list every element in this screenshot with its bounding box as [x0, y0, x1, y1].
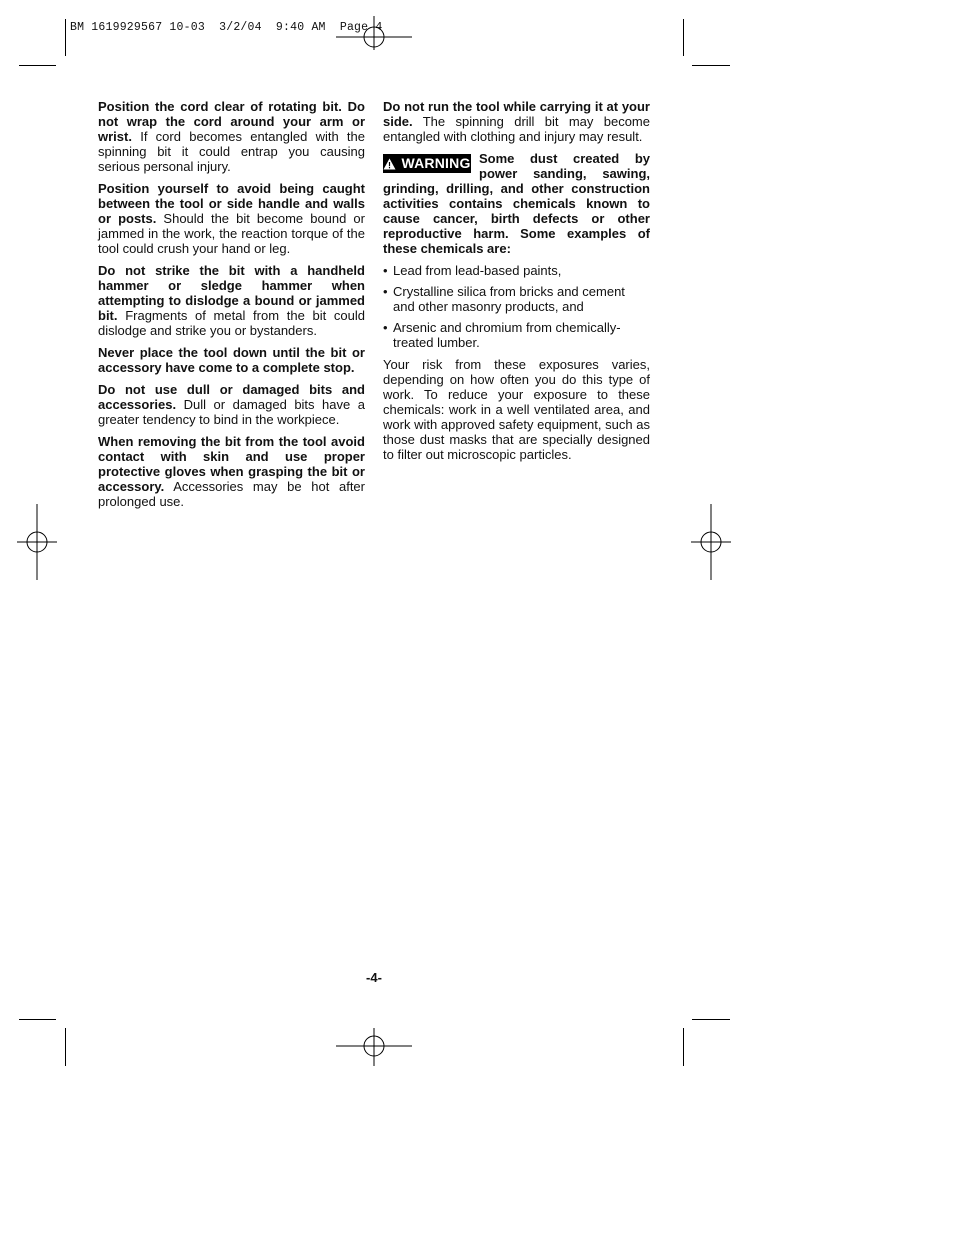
- exposure-note: Your risk from these exposures varies, depending on how often you do this type of work. To reduce your exposure to these chemicals: work in a well ventilated area, and work with approved safety equipment, such as those dust masks that are specially designed to filter out microscopic particles.: [383, 357, 650, 462]
- safety-rule-stop: Never place the tool down until the bit or accessory have come to a complete stop.: [98, 345, 365, 375]
- list-item: • Lead from lead-based paints,: [383, 263, 562, 278]
- crop-mark-icon: [19, 1019, 56, 1020]
- left-column: [98, 99, 365, 516]
- registration-mark-icon: [336, 8, 412, 50]
- safety-rule-hammer: Do not strike the bit with a handheld hammer or sledge hammer when attempting to dislodge a bound or jammed bit. Fragments of metal from the bit could dislodge and strike you or bystanders.: [98, 263, 365, 338]
- crop-mark-icon: [692, 65, 730, 66]
- safety-rule-dull-bits: Do not use dull or damaged bits and accessories. Dull or damaged bits have a greater tendency to bind in the workpiece.: [98, 382, 365, 427]
- registration-mark-icon: [691, 504, 731, 580]
- crop-mark-icon: [65, 19, 66, 56]
- warning-badge: [383, 154, 471, 173]
- safety-rule-position: Position yourself to avoid being caught between the tool or side handle and walls or posts. Should the bit become bound or jammed in the work, the reaction torque of the tool could crush your hand or leg.: [98, 181, 365, 256]
- list-item: • Arsenic and chromium from chemically-treated lumber.: [383, 320, 621, 350]
- crop-mark-icon: [683, 19, 684, 56]
- warning-block: [383, 151, 650, 256]
- registration-mark-icon: [336, 1028, 412, 1068]
- page-number: -4-: [366, 970, 382, 985]
- safety-rule-removing-bit: When removing the bit from the tool avoid contact with skin and use proper protective gloves when grasping the bit or accessory. Accessories may be hot after prolonged use.: [98, 434, 365, 509]
- warning-text: Some dust created by power sanding, sawing, grinding, drilling, and other construction activities contains chemicals known to cause cancer, birth defects or other reproductive harm. Some examples of these chemicals are:: [383, 151, 650, 256]
- right-column: [383, 99, 650, 469]
- registration-mark-icon: [17, 504, 57, 580]
- warning-label: WARNING: [401, 155, 471, 171]
- chemical-list: [383, 263, 650, 350]
- print-slug: BM 1619929567 10-03 3/2/04 9:40 AM Page 4: [70, 21, 383, 34]
- crop-mark-icon: [19, 65, 56, 66]
- crop-mark-icon: [65, 1028, 66, 1066]
- safety-rule-carrying: Do not run the tool while carrying it at your side. The spinning drill bit may become entangled with clothing and injury may result.: [383, 99, 650, 144]
- list-item: • Crystalline silica from bricks and cement and other masonry products, and: [383, 284, 625, 314]
- crop-mark-icon: [692, 1019, 730, 1020]
- safety-rule-cord: Position the cord clear of rotating bit. Do not wrap the cord around your arm or wrist. If cord becomes entangled with the spinning bit it could entrap you causing serious personal injury.: [98, 99, 365, 174]
- crop-mark-icon: [683, 1028, 684, 1066]
- warning-triangle-icon: [383, 158, 396, 170]
